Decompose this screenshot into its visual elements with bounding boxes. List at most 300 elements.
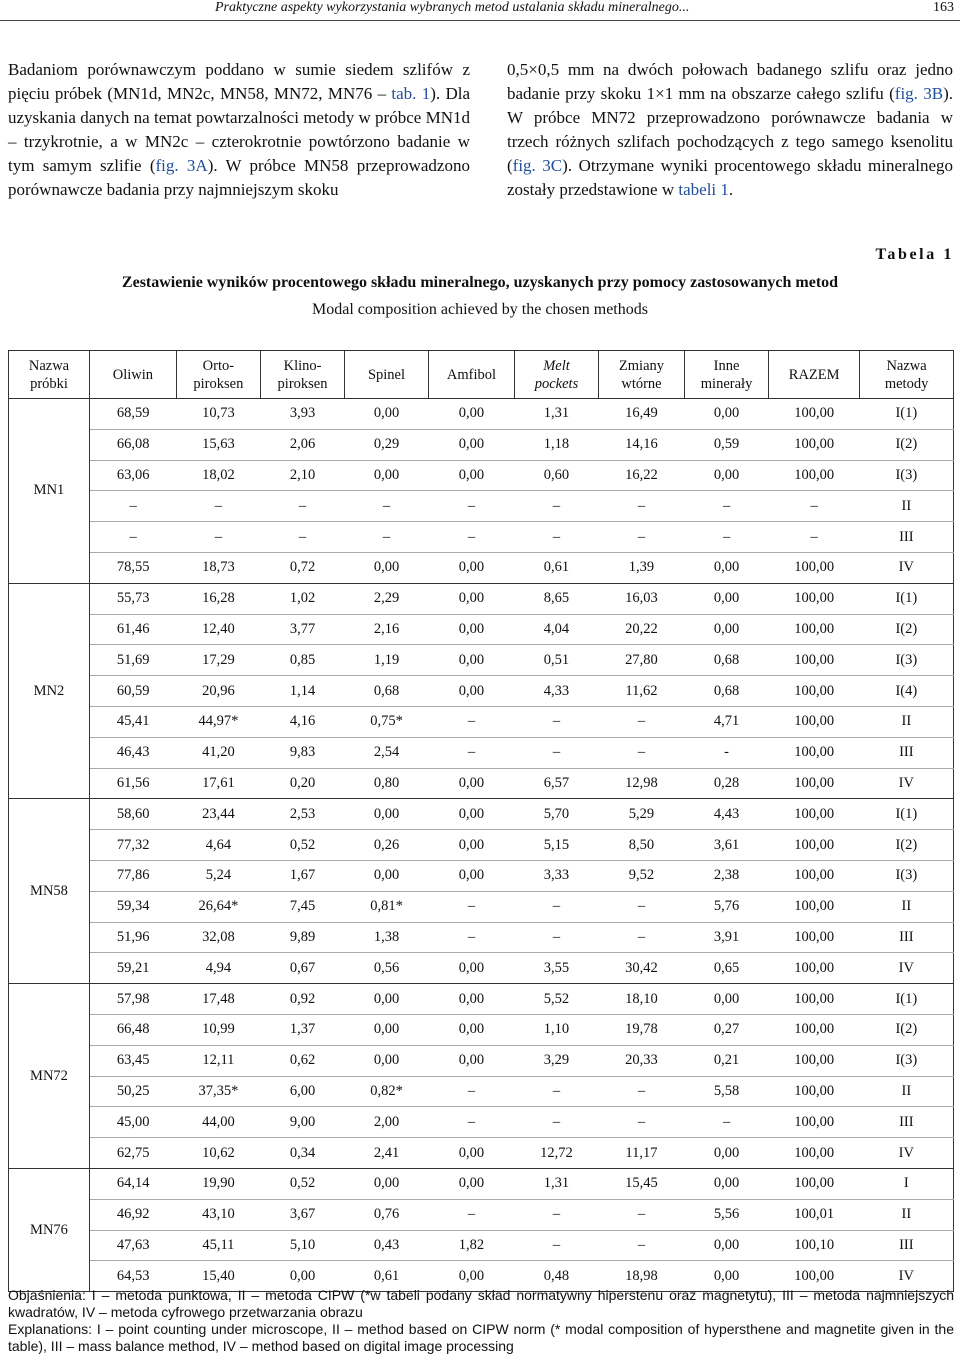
value-cell: 62,75 [89, 1138, 176, 1169]
value-cell: – [176, 491, 260, 522]
value-cell: 0,00 [345, 1014, 429, 1045]
value-cell: 0,00 [684, 552, 768, 583]
value-cell: 0,00 [684, 399, 768, 430]
value-cell: – [515, 1107, 599, 1138]
value-cell: 26,64* [176, 891, 260, 922]
value-cell: 4,43 [684, 799, 768, 830]
value-cell: 2,16 [345, 614, 429, 645]
value-cell: 63,06 [89, 460, 176, 491]
figure-reference-link[interactable]: fig. 3C [512, 156, 563, 175]
value-cell: 44,00 [176, 1107, 260, 1138]
value-cell: 0,00 [428, 583, 514, 614]
value-cell: 0,76 [345, 1199, 429, 1230]
value-cell: 0,59 [684, 429, 768, 460]
method-cell: II [860, 1199, 954, 1230]
value-cell: – [769, 522, 860, 553]
value-cell: 0,34 [260, 1138, 344, 1169]
table-row [9, 583, 954, 614]
method-cell: III [860, 922, 954, 953]
value-cell: 1,02 [260, 583, 344, 614]
value-cell: – [515, 1076, 599, 1107]
value-cell: 2,29 [345, 583, 429, 614]
value-cell: – [515, 522, 599, 553]
value-cell: 3,91 [684, 922, 768, 953]
value-cell: 0,00 [684, 1168, 768, 1199]
value-cell: 0,28 [684, 768, 768, 799]
value-cell: – [345, 522, 429, 553]
value-cell: 0,21 [684, 1045, 768, 1076]
table-row [9, 614, 954, 645]
value-cell: 1,31 [515, 1168, 599, 1199]
table-notes [8, 1287, 954, 1355]
value-cell: 100,00 [769, 1107, 860, 1138]
value-cell: 0,00 [428, 614, 514, 645]
header-razem: RAZEM [769, 351, 860, 399]
value-cell: 0,00 [345, 399, 429, 430]
value-cell: 0,00 [684, 1261, 768, 1292]
value-cell: 20,96 [176, 676, 260, 707]
value-cell: 12,40 [176, 614, 260, 645]
value-cell: – [598, 706, 684, 737]
value-cell: 0,56 [345, 953, 429, 984]
value-cell: 2,10 [260, 460, 344, 491]
method-cell: I(3) [860, 860, 954, 891]
table-row [9, 676, 954, 707]
value-cell: 0,00 [684, 460, 768, 491]
value-cell: 15,45 [598, 1168, 684, 1199]
value-cell: – [89, 491, 176, 522]
value-cell: 59,34 [89, 891, 176, 922]
value-cell: 47,63 [89, 1230, 176, 1261]
value-cell: 100,00 [769, 676, 860, 707]
value-cell: 100,00 [769, 768, 860, 799]
table-reference-link[interactable]: tab. 1 [391, 84, 431, 103]
value-cell: 0,27 [684, 1014, 768, 1045]
value-cell: – [260, 491, 344, 522]
value-cell: 3,67 [260, 1199, 344, 1230]
value-cell: 0,00 [345, 860, 429, 891]
header-zmiany-wtorne: Zmiany wtórne [598, 351, 684, 399]
value-cell: 0,92 [260, 984, 344, 1015]
value-cell: 100,00 [769, 1045, 860, 1076]
value-cell: 64,53 [89, 1261, 176, 1292]
method-cell: I(1) [860, 799, 954, 830]
table-row [9, 645, 954, 676]
value-cell: 0,67 [260, 953, 344, 984]
value-cell: 6,57 [515, 768, 599, 799]
value-cell: 12,98 [598, 768, 684, 799]
value-cell: 16,28 [176, 583, 260, 614]
value-cell: 10,99 [176, 1014, 260, 1045]
table-row [9, 399, 954, 430]
value-cell: 100,00 [769, 429, 860, 460]
method-cell: IV [860, 552, 954, 583]
value-cell: 0,00 [684, 1138, 768, 1169]
value-cell: – [515, 922, 599, 953]
table-row [9, 1045, 954, 1076]
value-cell: – [684, 522, 768, 553]
value-cell: 100,00 [769, 399, 860, 430]
value-cell: 0,00 [345, 984, 429, 1015]
method-cell: IV [860, 768, 954, 799]
value-cell: 77,86 [89, 860, 176, 891]
value-cell: 18,73 [176, 552, 260, 583]
header-oliwin: Oliwin [89, 351, 176, 399]
value-cell: 46,43 [89, 737, 176, 768]
value-cell: 0,68 [684, 676, 768, 707]
value-cell: 100,00 [769, 1014, 860, 1045]
value-cell: – [598, 1107, 684, 1138]
value-cell: – [428, 1107, 514, 1138]
value-cell: 0,60 [515, 460, 599, 491]
value-cell: 0,00 [345, 799, 429, 830]
value-cell: 100,00 [769, 984, 860, 1015]
value-cell: 0,68 [345, 676, 429, 707]
value-cell: 0,62 [260, 1045, 344, 1076]
value-cell: 0,00 [684, 984, 768, 1015]
value-cell: – [428, 522, 514, 553]
value-cell: 0,51 [515, 645, 599, 676]
value-cell: – [515, 737, 599, 768]
table-header-row [9, 351, 954, 399]
value-cell: 0,29 [345, 429, 429, 460]
value-cell: 1,31 [515, 399, 599, 430]
value-cell: 0,61 [345, 1261, 429, 1292]
value-cell: 100,00 [769, 953, 860, 984]
value-cell: 100,00 [769, 460, 860, 491]
table-row [9, 1199, 954, 1230]
value-cell: 41,20 [176, 737, 260, 768]
method-cell: III [860, 737, 954, 768]
value-cell: 100,10 [769, 1230, 860, 1261]
value-cell: 5,76 [684, 891, 768, 922]
value-cell: 16,03 [598, 583, 684, 614]
figure-reference-link[interactable]: fig. 3B [894, 84, 944, 103]
method-cell: IV [860, 1261, 954, 1292]
value-cell: 1,82 [428, 1230, 514, 1261]
value-cell: 0,81* [345, 891, 429, 922]
value-cell: 0,43 [345, 1230, 429, 1261]
value-cell: 3,33 [515, 860, 599, 891]
table-caption-pl: Zestawienie wyników procentowego składu mineralnego, uzyskanych przy pomocy zastosowanych metod [121, 274, 839, 291]
value-cell: 19,90 [176, 1168, 260, 1199]
value-cell: – [684, 491, 768, 522]
body-text: 0,5×0,5 mm na dwóch połowach badanego szlifu oraz jedno badanie przy skoku 1×1 mm na obszarze całego szlifu ( [507, 60, 953, 103]
header-amfibol: Amfibol [428, 351, 514, 399]
method-cell: I(1) [860, 583, 954, 614]
composition-table [8, 350, 954, 1292]
value-cell: 63,45 [89, 1045, 176, 1076]
method-cell: I(3) [860, 1045, 954, 1076]
method-cell: IV [860, 953, 954, 984]
body-text: ). W próbce MN72 przeprowadzono porównawcze badania w trzech różnych szlifach pochodzących z tego samego ksenolitu ( [507, 84, 953, 175]
value-cell: 0,00 [428, 676, 514, 707]
body-text: ). W próbce MN58 przeprowadzono porównawcze badania przy najmniejszym skoku [8, 156, 470, 199]
value-cell: 0,20 [260, 768, 344, 799]
text-column-right [507, 58, 953, 202]
value-cell: 0,00 [684, 1230, 768, 1261]
value-cell: 0,00 [345, 1045, 429, 1076]
value-cell: 77,32 [89, 830, 176, 861]
value-cell: 46,92 [89, 1199, 176, 1230]
method-cell: III [860, 522, 954, 553]
value-cell: 43,10 [176, 1199, 260, 1230]
value-cell: – [598, 1199, 684, 1230]
value-cell: – [515, 706, 599, 737]
method-cell: I(4) [860, 676, 954, 707]
notes-english: Explanations: I – point counting under microscope, II – method based on CIPW norm (* modal composition of hypersthene and magnetite given in the table), III – mass balance method, IV – method based on digital image processing [8, 1321, 954, 1354]
value-cell: 0,00 [428, 552, 514, 583]
value-cell: 17,29 [176, 645, 260, 676]
value-cell: 1,10 [515, 1014, 599, 1045]
notes-polish: Objaśnienia: I – metoda punktowa, II – metoda CIPW (*w tabeli podany skład normatywny hiperstenu oraz magnetytu), III – metoda najmniejszych kwadratów, IV – metoda cyfrowego przetwarzania obrazu [8, 1287, 954, 1320]
value-cell: 45,00 [89, 1107, 176, 1138]
value-cell: – [428, 1199, 514, 1230]
value-cell: 9,89 [260, 922, 344, 953]
value-cell: 32,08 [176, 922, 260, 953]
value-cell: 9,83 [260, 737, 344, 768]
value-cell: 2,54 [345, 737, 429, 768]
value-cell: 100,00 [769, 860, 860, 891]
value-cell: 100,00 [769, 614, 860, 645]
value-cell: 0,00 [428, 984, 514, 1015]
value-cell: 37,35* [176, 1076, 260, 1107]
method-cell: I(3) [860, 460, 954, 491]
value-cell: 100,00 [769, 891, 860, 922]
value-cell: 3,29 [515, 1045, 599, 1076]
value-cell: 7,45 [260, 891, 344, 922]
value-cell: 66,08 [89, 429, 176, 460]
value-cell: 0,00 [428, 1261, 514, 1292]
value-cell: – [515, 1230, 599, 1261]
sample-name-cell: MN72 [9, 984, 90, 1169]
value-cell: 1,19 [345, 645, 429, 676]
value-cell: 20,33 [598, 1045, 684, 1076]
value-cell: 51,69 [89, 645, 176, 676]
table-row [9, 460, 954, 491]
value-cell: – [176, 522, 260, 553]
method-cell: III [860, 1230, 954, 1261]
value-cell: 12,72 [515, 1138, 599, 1169]
value-cell: 0,00 [428, 799, 514, 830]
table-row [9, 1138, 954, 1169]
value-cell: 4,71 [684, 706, 768, 737]
value-cell: 5,15 [515, 830, 599, 861]
header-melt-pockets: Melt pockets [515, 351, 599, 399]
value-cell: 1,14 [260, 676, 344, 707]
value-cell: 4,64 [176, 830, 260, 861]
value-cell: 100,00 [769, 737, 860, 768]
value-cell: 1,38 [345, 922, 429, 953]
value-cell: 100,00 [769, 799, 860, 830]
value-cell: – [598, 522, 684, 553]
value-cell: 100,01 [769, 1199, 860, 1230]
value-cell: 5,56 [684, 1199, 768, 1230]
value-cell: 1,18 [515, 429, 599, 460]
value-cell: 0,48 [515, 1261, 599, 1292]
value-cell: 2,06 [260, 429, 344, 460]
value-cell: 0,75* [345, 706, 429, 737]
table-row [9, 922, 954, 953]
value-cell: – [598, 922, 684, 953]
value-cell: 5,58 [684, 1076, 768, 1107]
running-header [0, 0, 960, 21]
value-cell: – [598, 737, 684, 768]
value-cell: 0,85 [260, 645, 344, 676]
method-cell: II [860, 491, 954, 522]
header-spinel: Spinel [345, 351, 429, 399]
value-cell: 16,49 [598, 399, 684, 430]
value-cell: 4,33 [515, 676, 599, 707]
value-cell: 3,61 [684, 830, 768, 861]
running-title: Praktyczne aspekty wykorzystania wybranych metod ustalania składu mineralnego... [215, 0, 690, 15]
value-cell: 15,63 [176, 429, 260, 460]
table-reference-link[interactable]: tabeli 1 [678, 180, 729, 199]
value-cell: – [684, 1107, 768, 1138]
value-cell: 100,00 [769, 1261, 860, 1292]
value-cell: – [515, 491, 599, 522]
value-cell: 2,53 [260, 799, 344, 830]
value-cell: 55,73 [89, 583, 176, 614]
value-cell: 1,67 [260, 860, 344, 891]
value-cell: 100,00 [769, 645, 860, 676]
value-cell: 2,41 [345, 1138, 429, 1169]
value-cell: – [428, 706, 514, 737]
table-body [9, 399, 954, 1292]
value-cell: 100,00 [769, 706, 860, 737]
value-cell: 0,00 [428, 860, 514, 891]
value-cell: 5,52 [515, 984, 599, 1015]
value-cell: – [598, 491, 684, 522]
value-cell: 0,00 [428, 1045, 514, 1076]
value-cell: 3,77 [260, 614, 344, 645]
table-row [9, 799, 954, 830]
value-cell: 60,59 [89, 676, 176, 707]
value-cell: – [598, 1076, 684, 1107]
table-row [9, 1230, 954, 1261]
value-cell: 0,82* [345, 1076, 429, 1107]
table-row [9, 953, 954, 984]
table-row [9, 891, 954, 922]
value-cell: 0,00 [345, 1168, 429, 1199]
value-cell: 9,00 [260, 1107, 344, 1138]
value-cell: 100,00 [769, 830, 860, 861]
value-cell: 0,52 [260, 830, 344, 861]
method-cell: I(2) [860, 830, 954, 861]
value-cell: 57,98 [89, 984, 176, 1015]
value-cell: 0,00 [345, 460, 429, 491]
table-row [9, 706, 954, 737]
value-cell: – [769, 491, 860, 522]
value-cell: 0,00 [428, 399, 514, 430]
value-cell: 100,00 [769, 1138, 860, 1169]
value-cell: 2,38 [684, 860, 768, 891]
header-inne-mineraly: Inne minerały [684, 351, 768, 399]
table-row [9, 522, 954, 553]
value-cell: 4,16 [260, 706, 344, 737]
value-cell: 0,00 [428, 460, 514, 491]
value-cell: 18,98 [598, 1261, 684, 1292]
value-cell: – [515, 1199, 599, 1230]
table-row [9, 984, 954, 1015]
value-cell: 1,39 [598, 552, 684, 583]
value-cell: 19,78 [598, 1014, 684, 1045]
sample-name-cell: MN1 [9, 399, 90, 584]
table-row [9, 737, 954, 768]
value-cell: 0,26 [345, 830, 429, 861]
value-cell: – [428, 1076, 514, 1107]
text-column-left [8, 58, 470, 202]
value-cell: 0,65 [684, 953, 768, 984]
value-cell: 5,29 [598, 799, 684, 830]
value-cell: 11,62 [598, 676, 684, 707]
value-cell: 18,10 [598, 984, 684, 1015]
value-cell: 2,00 [345, 1107, 429, 1138]
table-row [9, 1014, 954, 1045]
value-cell: 5,70 [515, 799, 599, 830]
value-cell: 9,52 [598, 860, 684, 891]
value-cell: 17,48 [176, 984, 260, 1015]
value-cell: 4,04 [515, 614, 599, 645]
value-cell: 0,80 [345, 768, 429, 799]
page-number: 163 [933, 0, 954, 15]
value-cell: 5,10 [260, 1230, 344, 1261]
method-cell: III [860, 1107, 954, 1138]
value-cell: – [515, 891, 599, 922]
table-label: Tabela 1 [875, 246, 954, 263]
value-cell: 8,50 [598, 830, 684, 861]
value-cell: 1,37 [260, 1014, 344, 1045]
value-cell: 0,00 [428, 429, 514, 460]
method-cell: I(3) [860, 645, 954, 676]
body-text: . [728, 180, 734, 199]
value-cell: 0,00 [260, 1261, 344, 1292]
value-cell: 0,00 [428, 1014, 514, 1045]
header-klinopiroksen: Klino- piroksen [260, 351, 344, 399]
table-row [9, 491, 954, 522]
sample-name-cell: MN76 [9, 1168, 90, 1291]
figure-reference-link[interactable]: fig. 3A [155, 156, 208, 175]
method-cell: II [860, 1076, 954, 1107]
value-cell: 50,25 [89, 1076, 176, 1107]
value-cell: 15,40 [176, 1261, 260, 1292]
table-row [9, 1168, 954, 1199]
value-cell: 44,97* [176, 706, 260, 737]
body-text: Dla uzyskania danych na temat powtarzalności metody w próbce MN1d – trzykrotnie, a w MN2c – czterokrotnie powtórzono badanie w tym samym szlifie ( [8, 84, 470, 175]
value-cell: 8,65 [515, 583, 599, 614]
sample-name-cell: MN2 [9, 583, 90, 799]
table-row [9, 1076, 954, 1107]
method-cell: II [860, 706, 954, 737]
value-cell: 0,00 [428, 1168, 514, 1199]
value-cell: 0,00 [684, 614, 768, 645]
method-cell: I [860, 1168, 954, 1199]
method-cell: I(2) [860, 429, 954, 460]
sample-name-cell: MN58 [9, 799, 90, 984]
value-cell: 17,61 [176, 768, 260, 799]
value-cell: 0,68 [684, 645, 768, 676]
value-cell: – [345, 491, 429, 522]
header-sample: Nazwa próbki [9, 351, 90, 399]
value-cell: 0,00 [428, 1138, 514, 1169]
method-cell: I(2) [860, 614, 954, 645]
value-cell: 0,61 [515, 552, 599, 583]
header-metoda: Nazwa metody [860, 351, 954, 399]
value-cell: 68,59 [89, 399, 176, 430]
value-cell: 6,00 [260, 1076, 344, 1107]
value-cell: 100,00 [769, 922, 860, 953]
value-cell: 5,24 [176, 860, 260, 891]
